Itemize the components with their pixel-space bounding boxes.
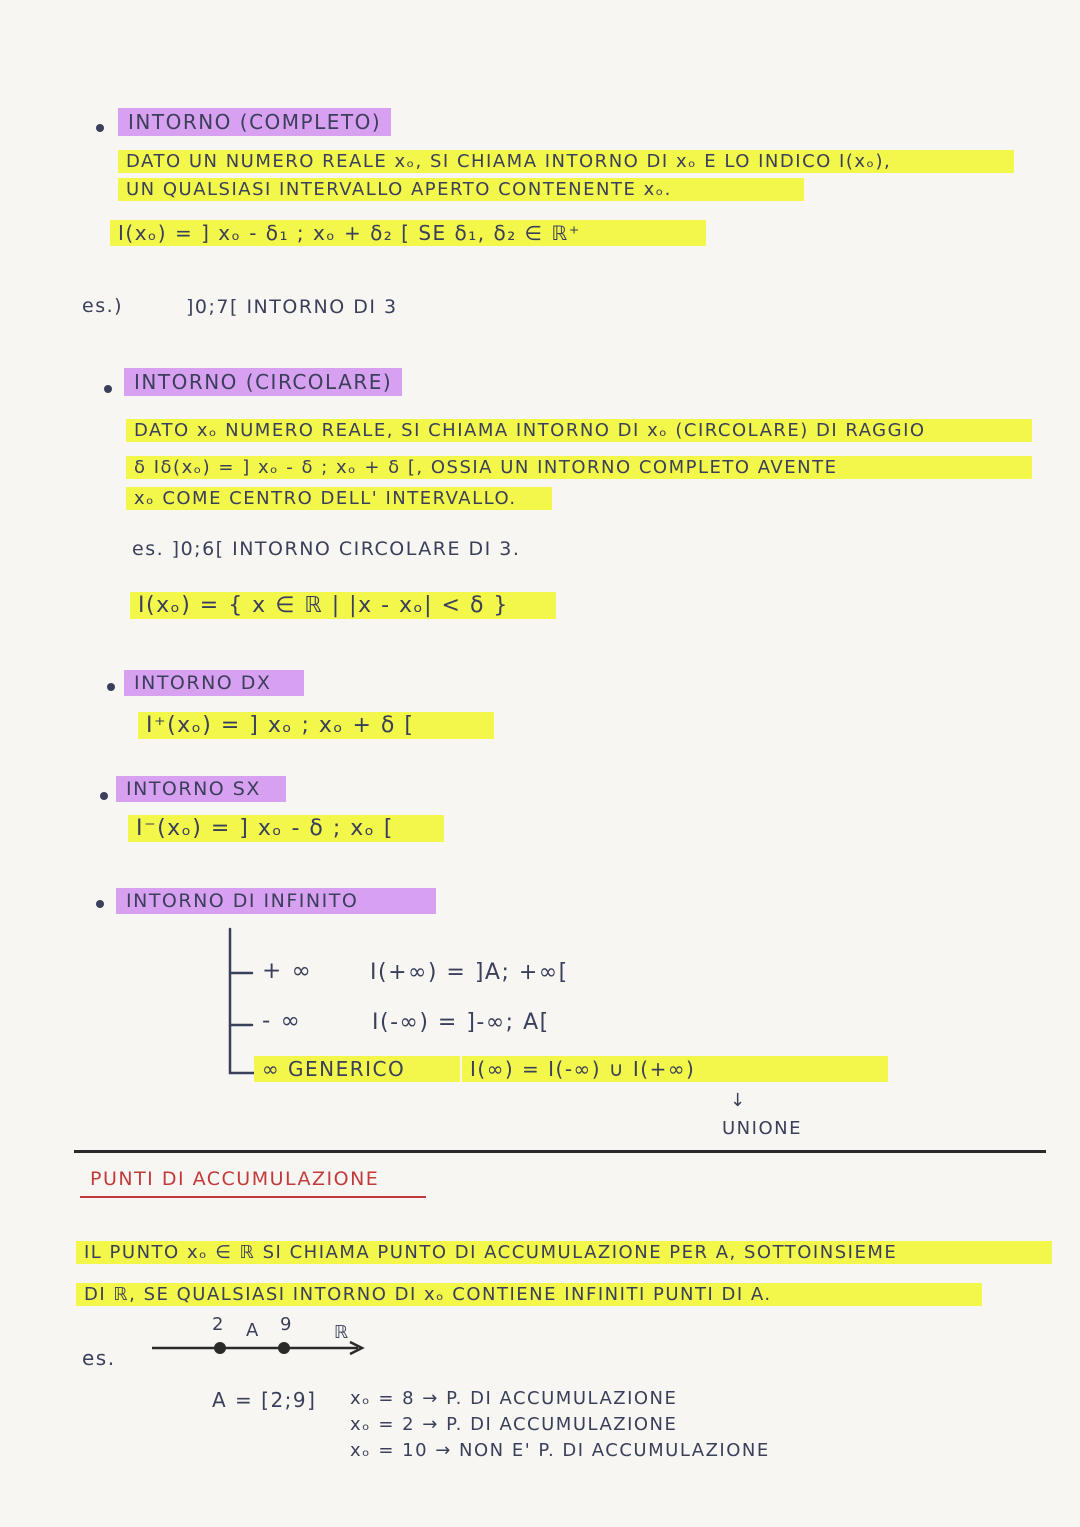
bullet — [96, 124, 104, 132]
heading-intorno-infinito: INTORNO DI INFINITO — [116, 888, 436, 914]
definition-line: DI ℝ, SE QUALSIASI INTORNO DI xₒ CONTIENE INFINITI PUNTI DI A. — [76, 1283, 982, 1306]
case-line: xₒ = 2 → P. DI ACCUMULAZIONE — [350, 1414, 678, 1435]
heading-punti-accumulazione: PUNTI DI ACCUMULAZIONE — [90, 1168, 380, 1190]
formula: I(xₒ) = { x ∈ ℝ | |x - xₒ| < δ } — [130, 592, 556, 619]
union-label: UNIONE — [722, 1118, 802, 1139]
formula: I⁻(xₒ) = ] xₒ - δ ; xₒ [ — [128, 815, 444, 842]
bullet — [107, 683, 115, 691]
plus-infinity-label: + ∞ — [262, 958, 313, 984]
divider — [74, 1150, 1046, 1153]
formula: I(+∞) = ]A; +∞[ — [370, 960, 569, 985]
bullet — [104, 385, 112, 393]
number-line-label-a: A — [246, 1320, 260, 1341]
arrow-down-icon: ↓ — [730, 1090, 747, 1111]
heading-intorno-sx: INTORNO SX — [116, 776, 286, 802]
formula: I⁺(xₒ) = ] xₒ ; xₒ + δ [ — [138, 712, 494, 739]
formula: I(-∞) = ]-∞; A[ — [372, 1010, 550, 1035]
case-line: xₒ = 8 → P. DI ACCUMULAZIONE — [350, 1388, 678, 1409]
definition-line: UN QUALSIASI INTERVALLO APERTO CONTENENTE xₒ. — [118, 178, 804, 201]
case-line: xₒ = 10 → NON E' P. DI ACCUMULAZIONE — [350, 1440, 770, 1461]
heading-intorno-dx: INTORNO DX — [124, 670, 304, 696]
formula: I(xₒ) = ] xₒ - δ₁ ; xₒ + δ₂ [ SE δ₁, δ₂ ∈ ℝ⁺ — [110, 220, 706, 246]
heading-intorno-completo: INTORNO (COMPLETO) — [118, 108, 391, 136]
number-line-label-9: 9 — [280, 1314, 293, 1335]
generic-infinity-label: ∞ GENERICO — [254, 1056, 460, 1082]
definition-line: xₒ COME CENTRO DELL' INTERVALLO. — [126, 487, 552, 510]
example-label: es. — [82, 1346, 116, 1370]
example-text: ]0;7[ INTORNO DI 3 — [186, 296, 398, 318]
definition-line: IL PUNTO xₒ ∈ ℝ SI CHIAMA PUNTO DI ACCUMULAZIONE PER A, SOTTOINSIEME — [76, 1241, 1052, 1264]
definition-line: DATO UN NUMERO REALE xₒ, SI CHIAMA INTORNO DI xₒ E LO INDICO I(xₒ), — [118, 150, 1014, 173]
bullet — [100, 792, 108, 800]
heading-underline — [80, 1196, 426, 1198]
bullet — [96, 900, 104, 908]
set-definition: A = [2;9] — [212, 1388, 317, 1412]
example-label: es.) — [82, 295, 124, 317]
formula: I(∞) = I(-∞) ∪ I(+∞) — [462, 1056, 888, 1082]
example-text: es. ]0;6[ INTORNO CIRCOLARE DI 3. — [132, 538, 521, 560]
minus-infinity-label: - ∞ — [262, 1008, 302, 1034]
number-line-label-2: 2 — [212, 1314, 225, 1335]
definition-line: DATO xₒ NUMERO REALE, SI CHIAMA INTORNO DI xₒ (CIRCOLARE) DI RAGGIO — [126, 419, 1032, 442]
number-line-label-r: ℝ — [334, 1322, 350, 1343]
definition-line: δ Iδ(xₒ) = ] xₒ - δ ; xₒ + δ [, OSSIA UN INTORNO COMPLETO AVENTE — [126, 456, 1032, 479]
heading-intorno-circolare: INTORNO (CIRCOLARE) — [124, 368, 402, 396]
